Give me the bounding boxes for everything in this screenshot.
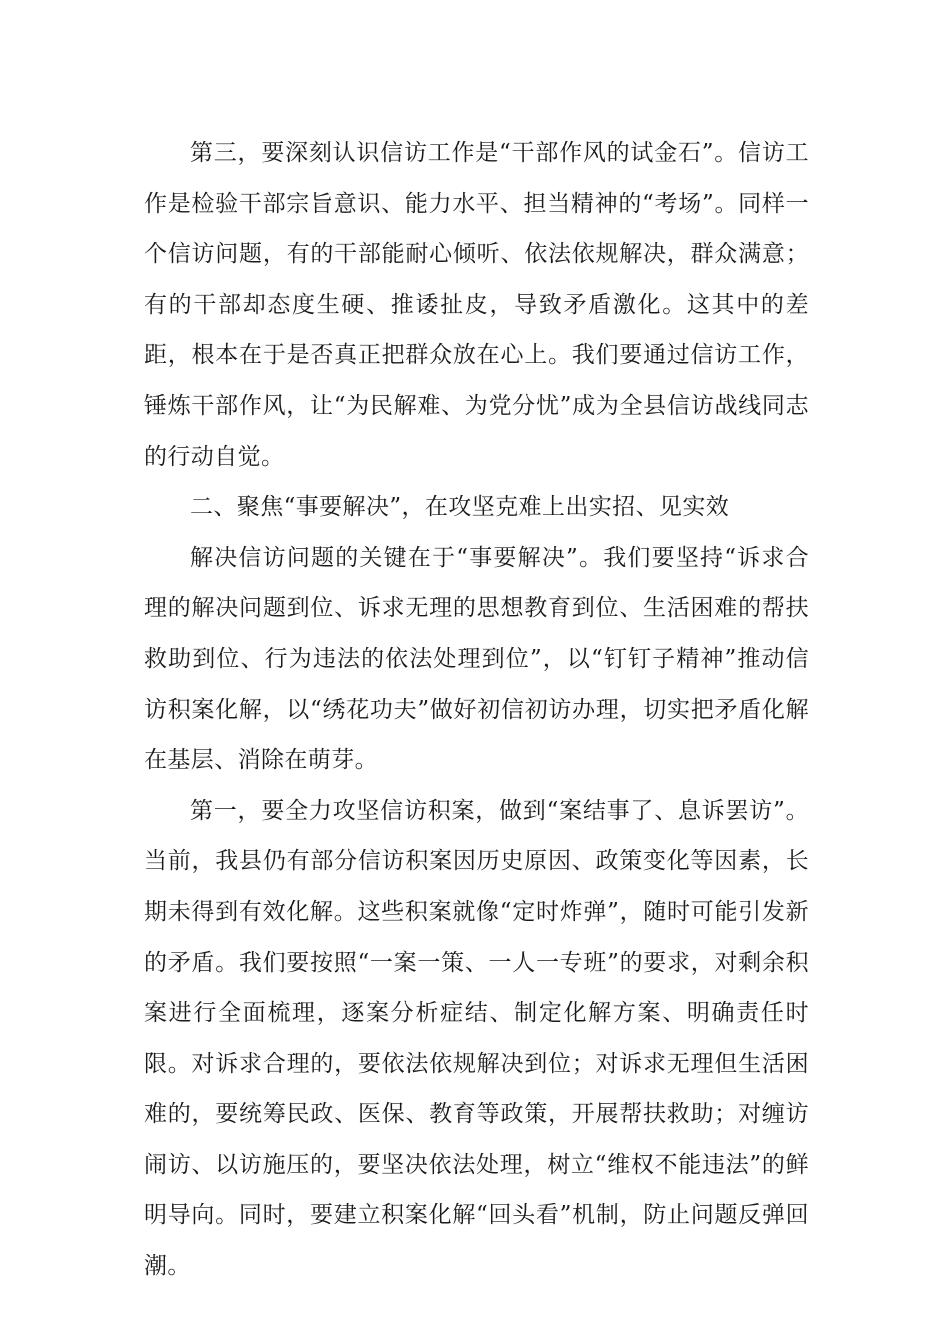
paragraph-section-intro: 解决信访问题的关键在于“事要解决”。我们要坚持“诉求合理的解决问题到位、诉求无理的思想教育到位、生活困难的帮扶救助到位、行为违法的依法处理到位”，以“钉钉子精神”推动信访积案化解，以“绣花功夫”做好初信初访办理，切实把矛盾化解在基层、消除在萌芽。 — [144, 544, 809, 774]
document-body — [144, 128, 809, 1292]
paragraph-third-point: 第三，要深刻认识信访工作是“干部作风的试金石”。信访工作是检验干部宗旨意识、能力水平、担当精神的“考场”。同样一个信访问题，有的干部能耐心倾听、依法依规解决，群众满意；有的干部却态度生硬、推诿扯皮，导致矛盾激化。这其中的差距，根本在于是否真正把群众放在心上。我们要通过信访工作，锤炼干部作风，让“为民解难、为党分忧”成为全县信访战线同志的行动自觉。 — [144, 140, 809, 470]
paragraph-first-point: 第一，要全力攻坚信访积案，做到“案结事了、息诉罢访”。当前，我县仍有部分信访积案因历史原因、政策变化等因素，长期未得到有效化解。这些积案就像“定时炸弹”，随时可能引发新的矛盾。我们要按照“一案一策、一人一专班”的要求，对剩余积案进行全面梳理，逐案分析症结、制定化解方案、明确责任时限。对诉求合理的，要依法依规解决到位；对诉求无理但生活困难的，要统筹民政、医保、教育等政策，开展帮扶救助；对缠访闹访、以访施压的，要坚决依法处理，树立“维权不能违法”的鲜明导向。同时，要建立积案化解“回头看”机制，防止问题反弹回潮。 — [144, 797, 809, 1280]
section-heading-two: 二、聚焦“事要解决”，在攻坚克难上出实招、见实效 — [190, 494, 730, 521]
